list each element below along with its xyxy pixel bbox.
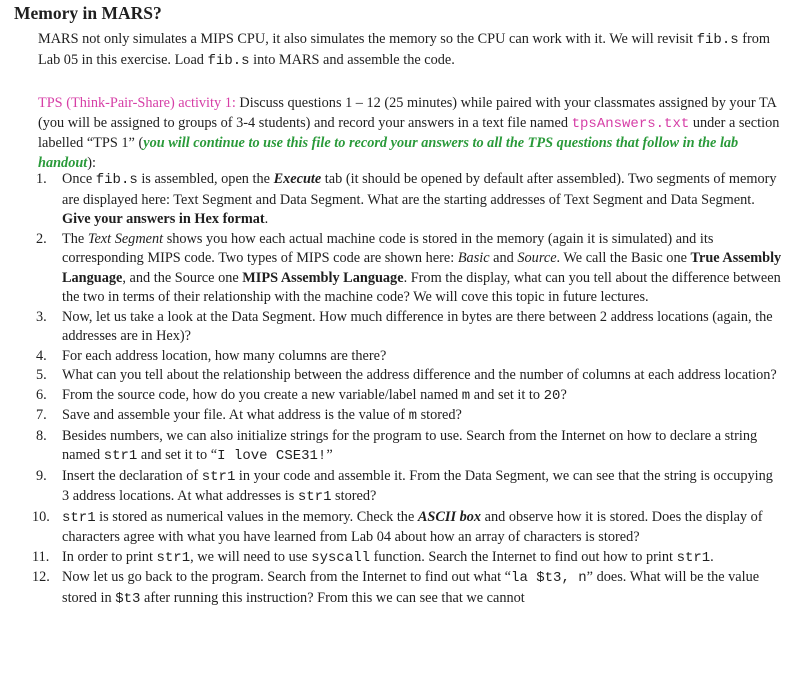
tps-text: under a section labelled “TPS 1” ( [38,114,780,151]
question-item [16,366,782,386]
intro-text: into MARS and assemble the code. [249,51,455,68]
filename-fib: fib.s [207,52,250,69]
text-run: . [710,548,714,565]
question-number: 8. [36,427,47,444]
question-list [16,170,782,609]
text-run: tab (it should be opened by default after assembled). Two segments of memory are displayed here: Text Segment and Data Segment. What are the starting addresses of Text Segment and Data Segment. [62,171,777,208]
question-text [62,508,782,548]
code-run: str1 [297,489,332,505]
text-run: function. Search the Internet to find out how to print [370,548,677,565]
question-text [62,467,782,508]
tps-paragraph [38,94,783,173]
italic-run: Text Segment [87,230,164,247]
bold-run: Give your answers in Hex format [62,211,265,227]
text-run: Save and assemble your file. At what address is the value of [62,407,409,423]
code-run: I love CSE31! [217,448,327,464]
text-run: ” does. What will be the value stored in [62,569,760,606]
tps-note: you will continue to use this file to record your answers to all the TPS questions that follow in the lab handout [38,135,739,171]
code-run: $t3 [115,590,141,607]
question-item [16,308,782,347]
code-run: syscall [311,549,371,566]
question-number: 5. [36,367,47,383]
question-number: 3. [36,308,47,325]
code-run: m [461,387,471,404]
tps-text: ): [87,154,97,171]
code-run: fib.s [95,172,138,188]
text-run: Once [62,171,96,187]
bold-run: True Assembly Language [62,250,782,286]
question-text [62,170,782,230]
text-run: is stored as numerical values in the memory. Check the [95,508,418,525]
text-run: Now let us go back to the program. Search from the Internet to find out what “ [62,569,512,585]
question-item [16,347,782,367]
italic-run: Basic [457,250,490,266]
italic-run: Source [517,250,557,266]
bold-run: MIPS Assembly Language [242,269,404,286]
code-run: 20 [543,387,561,404]
text-run: in your code and assemble it. From the Data Segment, we can see that the string is occupying 3 address locations. At what addresses is [62,467,773,504]
emphasis-run: Execute [273,171,322,187]
text-run: , and the Source one [122,269,243,286]
question-number: 2. [36,230,47,247]
question-number: 4. [36,347,47,364]
question-item [16,568,782,609]
text-run: and observe how it is stored. Does the display of characters agree with what you have learned from Lab 04 about how an array of characters is stored? [62,508,763,545]
text-run: after running this instruction? From this we can see that we cannot [140,589,525,606]
text-run: and set it to “ [137,447,218,463]
question-text [62,230,782,308]
question-text [62,568,782,609]
text-run: is assembled, open the [137,171,274,187]
text-run: , we will need to use [190,548,312,565]
code-run: str1 [62,509,96,526]
text-run: From the source code, how do you create a new variable/label named [62,386,462,403]
question-item [16,406,782,427]
text-run: Besides numbers, we can also initialize strings for the program to use. Search from the Internet on how to declare a string named [62,427,758,463]
question-number: 9. [36,467,47,484]
text-run: and set it to [470,386,544,403]
question-text [62,406,782,427]
question-number: 10. [32,508,50,525]
text-run: ” [326,447,333,463]
question-text: Now, let us take a look at the Data Segment. How much difference in bytes are there between 2 address locations (again, the addresses are in Hex)? [62,308,773,344]
code-run: str1 [201,468,236,485]
tps-heading: TPS (Think-Pair-Share) activity 1: [38,95,236,111]
code-run: str1 [156,549,191,566]
text-run: . [264,211,269,227]
question-item [16,170,782,230]
code-run: la $t3, n [511,570,587,586]
question-item [16,548,782,569]
text-run: . We call the Basic one [556,250,691,266]
text-run: stored? [417,407,462,423]
filename-fib: fib.s [696,32,739,48]
tps-text: Discuss questions 1 – 12 (25 minutes) while paired with your classmates assigned by your TA (you will be assigned to groups of 3-4 students) and record your answers in a text file named [38,95,777,131]
question-item [16,427,782,467]
code-run: str1 [103,448,138,464]
question-text [62,386,782,407]
question-number: 6. [36,386,47,403]
code-run: str1 [676,549,711,566]
question-item [16,386,782,407]
text-run: stored? [331,488,377,504]
intro-paragraph [38,30,778,71]
question-number: 1. [36,171,47,187]
text-run: Insert the declaration of [62,467,202,484]
text-run: ? [560,386,567,403]
emphasis-run: ASCII box [417,508,482,525]
page-title: Memory in MARS? [14,3,162,23]
code-run: m [408,408,418,424]
intro-text: MARS not only simulates a MIPS CPU, it also simulates the memory so the CPU can work with it. We will revisit [38,31,697,47]
text-run: and [489,250,518,266]
question-text: For each address location, how many columns are there? [62,347,387,364]
text-run: In order to print [62,548,157,565]
text-run: shows you how each actual machine code is stored in the memory (again it is simulated) and its corresponding MIPS code. Two types of MIPS code are shown here: [62,230,714,266]
question-item [16,508,782,548]
question-text [62,427,782,467]
question-number: 11. [32,548,50,565]
text-run: . From the display, what can you tell about the difference between the two in terms of their relationship with the machine code? We will cove this topic in future lectures. [62,269,781,305]
question-number: 7. [36,407,47,423]
question-number: 12. [32,569,50,585]
tps-filename: tpsAnswers.txt [571,115,690,132]
question-text [62,548,782,569]
text-run: The [62,230,88,247]
question-item [16,467,782,508]
question-text: What can you tell about the relationship between the address difference and the number of columns at each address location? [62,367,777,383]
question-item [16,230,782,308]
intro-text: from Lab 05 in this exercise. Load [38,31,770,68]
